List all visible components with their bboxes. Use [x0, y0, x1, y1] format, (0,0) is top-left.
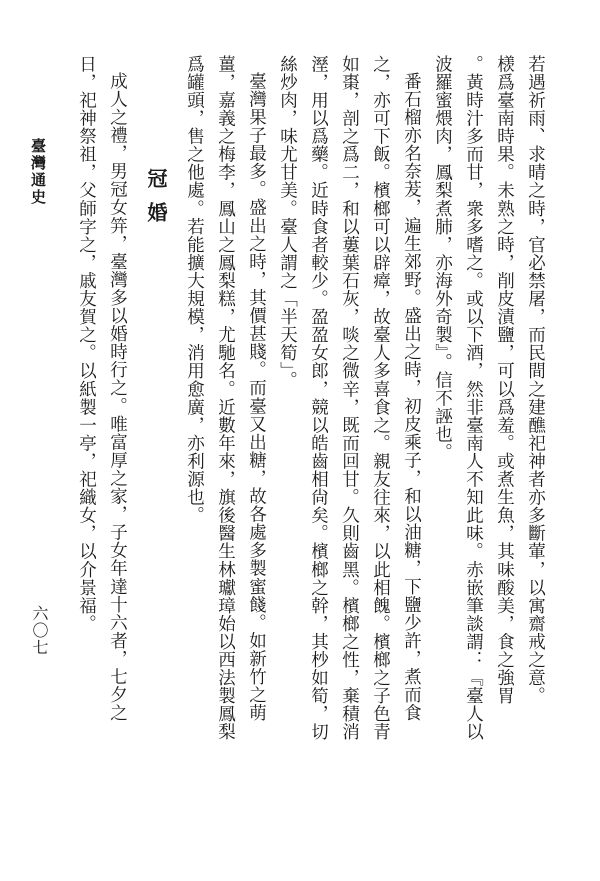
text-column-12: 爲罐頭，售之他處。若能擴大規模，消用愈廣，亦利源也。	[184, 55, 205, 525]
text-column-10: 臺灣果子最多。盛出之時，其價甚賤。而臺又出糖，故各處多製蜜餞。如新竹之萌	[246, 72, 267, 722]
text-column-8: 溼，用以爲藥。近時食者較少。盈盈女郎，競以皓齒相尙矣。檳榔之幹，其杪如筍，切	[308, 55, 329, 741]
section-heading: 冠婚	[144, 168, 168, 236]
page-number: 六〇七	[30, 605, 49, 656]
text-column-6: 之，亦可下飯。檳榔可以辟瘴，故臺人多喜食之。親友往來，以此相餽。檳榔之子色青	[370, 55, 391, 741]
text-column-14: 日，祀神祭祖，父師字之，戚友賀之。以紙製一亭，祀織女，以介景福。	[76, 55, 97, 633]
running-title: 臺灣通史	[29, 138, 47, 206]
text-column-13: 成人之禮，男冠女笄，臺灣多以婚時行之。唯富厚之家，子女年達十六者，七夕之	[107, 72, 128, 722]
text-column-11: 薑，嘉義之梅李，鳳山之鳳梨糕，尤馳名。近數年來，旗後醫生林瓛璋始以西法製鳳梨	[215, 55, 236, 741]
text-column-2: 檨爲臺南時果。未熟之時，削皮漬鹽，可以爲羞。或煮生魚，其味酸美，食之強胃	[494, 55, 515, 705]
text-column-9: 絲炒肉，味尤甘美。臺人謂之「半天筍」。	[277, 55, 298, 390]
text-column-1: 若遇祈雨、求晴之時，官必禁屠，而民間之建醮祀神者亦多斷葷，以寓齋戒之意。	[525, 55, 546, 705]
text-column-3: 。黃時汁多而甘，衆多嗜之。或以下酒，然非臺南人不知此味。赤嵌筆談謂：『臺人以	[463, 55, 484, 741]
text-column-4: 波羅蜜煨肉，鳳梨煮肺，亦海外奇製』。信不誣也。	[432, 55, 453, 462]
text-column-5: 番石榴亦名奈茇，遍生郊野。盛出之時，初皮乘子，和以油糖，下鹽少許，煮而食	[401, 72, 422, 722]
text-column-7: 如棗，剖之爲二，和以蔞葉石灰，啖之微辛，既而回甘。久則齒黑。檳榔之性，棄積消	[339, 55, 360, 741]
